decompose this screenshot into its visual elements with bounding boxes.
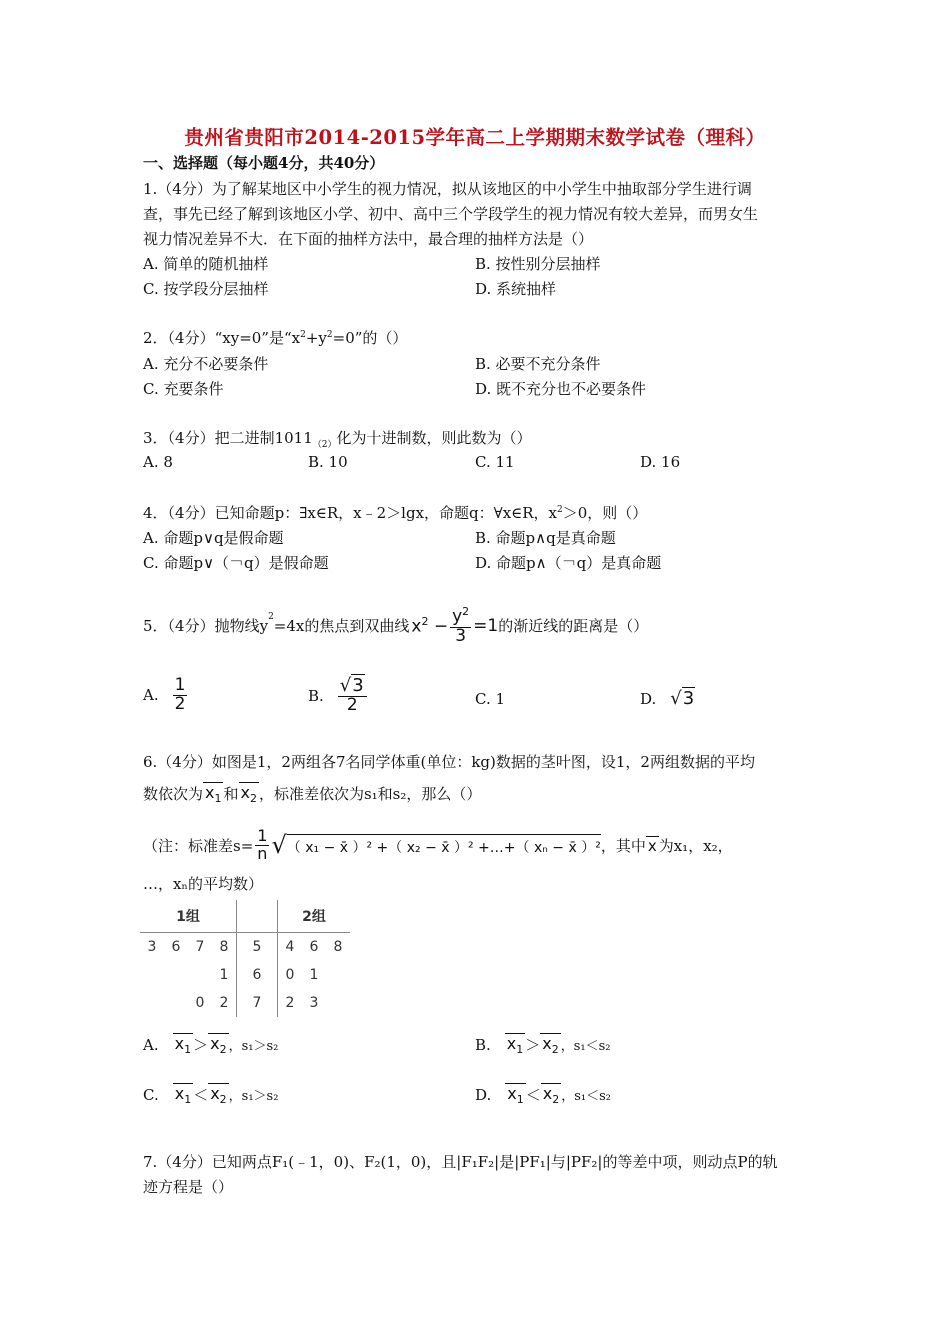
q5-stem: 5．（4分）抛物线y $^2$ =4x的焦点到双曲线 $x^2$ − $\frac{y^2}{3}$ =1 的渐近线的距离是（） xyxy=(143,605,649,646)
q2-option-a: A. 充分不必要条件 xyxy=(143,355,269,373)
q2-stem: 2．（4分）“xy=0”是“$x^2+y^2=0$”的（） xyxy=(143,329,408,347)
stem-leaf xyxy=(140,989,164,1017)
q5-option-d: D. √3 xyxy=(640,688,695,709)
q2-option-d: D. 既不充分也不必要条件 xyxy=(475,380,647,398)
stem-leaf: 7 xyxy=(195,939,205,955)
q6-option-a: A. $x_1$ ＞ $x_2$ ，s₁＞s₂ xyxy=(143,1034,279,1057)
stem-leaf: 6 xyxy=(171,939,181,955)
stem-leaf: 2 xyxy=(219,995,229,1011)
stem-leaf xyxy=(326,989,350,1017)
q2-option-b: B. 必要不充分条件 xyxy=(475,355,601,373)
stem-leaf-plot xyxy=(140,900,350,1017)
stem-leaf xyxy=(164,961,188,989)
stem-leaf xyxy=(164,989,188,1017)
stem-leaf xyxy=(140,961,164,989)
q5-option-c: C. 1 xyxy=(475,690,506,708)
q1-line-3: 视力情况差异不大．在下面的抽样方法中，最合理的抽样方法是（） xyxy=(143,230,594,248)
q7-line-1: 7.（4分）已知两点F₁(﹣1，0)、F₂(1，0)，且|F₁F₂|是|PF₁|与|PF₂|的等差中项，则动点P的轨 xyxy=(143,1153,778,1171)
q3-option-c: C. 11 xyxy=(475,453,515,471)
stem-header-group1: 1组 xyxy=(140,900,237,933)
q5-option-b: B. $\frac{√3}{2}$ xyxy=(308,677,369,715)
q3-option-a: A. 8 xyxy=(143,453,173,471)
q5-hyperbola-fraction: $\frac{y^2}{3}$ xyxy=(452,605,470,646)
stem-leaf: 0 xyxy=(285,967,295,983)
section-heading: 一、选择题（每小题4分，共40分） xyxy=(143,154,385,172)
q1-line-2: 查，事先已经了解到该地区小学、初中、高中三个学段学生的视力情况有较大差异，而男女生 xyxy=(143,205,759,223)
q1-option-b: B. 按性别分层抽样 xyxy=(475,255,601,273)
q2-option-c: C. 充要条件 xyxy=(143,380,224,398)
q6-note-line-2: …，xₙ的平均数） xyxy=(143,875,263,893)
q5-option-a: A. $\frac{1}{2}$ xyxy=(143,675,186,714)
q1-option-a: A. 简单的随机抽样 xyxy=(143,255,269,273)
q1-option-d: D. 系统抽样 xyxy=(475,280,557,298)
stem-leaf: 6 xyxy=(309,939,319,955)
stem-header-group2: 2组 xyxy=(278,900,351,933)
stem-leaf: 1 xyxy=(309,967,319,983)
stem-leaf xyxy=(326,961,350,989)
stem-header-stem xyxy=(237,900,278,933)
exam-title: 贵州省贵阳市2014-2015学年高二上学期期末数学试卷（理科） xyxy=(184,126,766,149)
stem-value: 7 xyxy=(237,989,278,1017)
stem-leaf xyxy=(188,961,212,989)
stem-leaf: 3 xyxy=(147,939,157,955)
q4-option-c: C. 命题p∨（￢q）是假命题 xyxy=(143,554,329,572)
stem-leaf: 8 xyxy=(333,939,343,955)
q6-line-1: 6.（4分）如图是1，2两组各7名同学体重(单位：kg)数据的茎叶图，设1，2两组数据的平均 xyxy=(143,753,755,771)
q1-line-1: 1.（4分）为了解某地区中小学生的视力情况，拟从该地区的中小学生中抽取部分学生进行调 xyxy=(143,180,752,198)
stem-leaf: 1 xyxy=(219,967,229,983)
q1-option-c: C. 按学段分层抽样 xyxy=(143,280,269,298)
stem-value: 5 xyxy=(237,933,278,962)
q4-option-d: D. 命题p∧（￢q）是真命题 xyxy=(475,554,662,572)
stem-leaf: 8 xyxy=(219,939,229,955)
q4-option-b: B. 命题p∧q是真命题 xyxy=(475,529,616,547)
q6-line-2: 数依次为 $x_1$ 和 $x_2$ ，标准差依次为s₁和s₂，那么（） xyxy=(143,783,482,806)
q6-option-d: D. $x_1$ ＜ $x_2$ ，s₁＜s₂ xyxy=(475,1084,611,1107)
q4-stem: 4．（4分）已知命题p：∃x∈R，x﹣2＞lgx，命题q：∀x∈R，$x^2>0$，则（） xyxy=(143,504,648,522)
q3-option-d: D. 16 xyxy=(640,453,681,471)
q3-stem: 3．（4分）把二进制$1011_{(2)}$化为十进制数，则此数为（） xyxy=(143,429,532,450)
q6-note: （注：标准差s= $\frac{1}{n}$ √ （ x₁ − x̄ ）² +（ x₂ − x̄ ）² +…+（ xₙ − x̄ ）² ，其中 x 为x₁，x₂， xyxy=(143,826,733,863)
stem-leaf: 0 xyxy=(195,995,205,1011)
stem-value: 6 xyxy=(237,961,278,989)
stem-leaf: 4 xyxy=(285,939,295,955)
q6-option-c: C. $x_1$ ＜ $x_2$ ，s₁＞s₂ xyxy=(143,1084,279,1107)
stem-leaf: 3 xyxy=(309,995,319,1011)
q4-option-a: A. 命题p∨q是假命题 xyxy=(143,529,284,547)
q6-option-b: B. $x_1$ ＞ $x_2$ ，s₁＜s₂ xyxy=(475,1034,611,1057)
q3-option-b: B. 10 xyxy=(308,453,348,471)
stem-leaf: 2 xyxy=(285,995,295,1011)
q7-line-2: 迹方程是（） xyxy=(143,1178,234,1196)
